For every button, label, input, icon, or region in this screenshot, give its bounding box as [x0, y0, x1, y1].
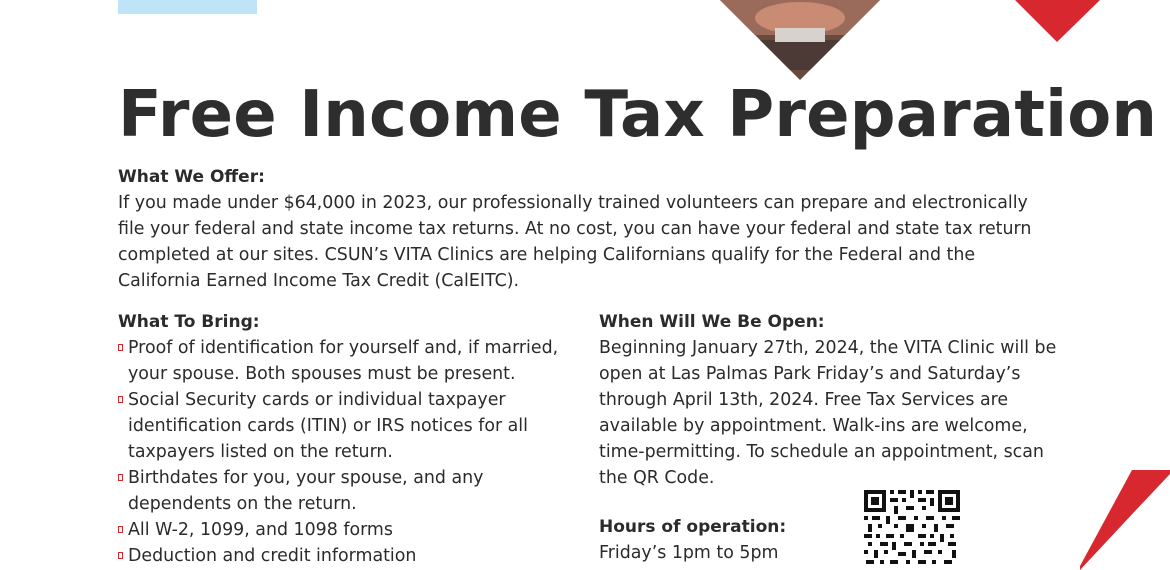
- what-we-offer-section: [118, 164, 1053, 294]
- open-body: Beginning January 27th, 2024, the VITA Clinic will be open at Las Palmas Park Friday’s and Saturday’s through April 13th, 2024. Free Tax Services are available by appointment. Walk-ins are welcome, time-permitting. To schedule an appointment, scan the QR Code.: [599, 338, 1057, 488]
- list-item: Social Security cards or individual taxpayer identification cards (ITIN) or IRS notices for all taxpayers listed on the return.: [118, 387, 578, 465]
- list-item: Deduction and credit information: [118, 543, 578, 569]
- bullet-icon: [118, 552, 123, 559]
- open-heading: When Will We Be Open:: [599, 312, 825, 332]
- what-to-bring-section: [118, 309, 578, 569]
- bring-heading: What To Bring:: [118, 312, 260, 332]
- page-title: Free Income Tax Preparation: [118, 78, 1158, 152]
- bullet-icon: [118, 474, 123, 481]
- blue-header-tab: [118, 0, 257, 14]
- bullet-icon: [118, 526, 123, 533]
- when-open-section: [599, 309, 1069, 491]
- photo-triangle: [720, 0, 880, 80]
- qr-code-icon[interactable]: [862, 488, 962, 570]
- red-triangle: [1010, 0, 1100, 42]
- offer-heading: What We Offer:: [118, 167, 265, 187]
- list-item: Proof of identification for yourself and, if married, your spouse. Both spouses must be present.: [118, 335, 578, 387]
- list-item: Birthdates for you, your spouse, and any dependents on the return.: [118, 465, 578, 517]
- list-item: All W-2, 1099, and 1098 forms: [118, 517, 578, 543]
- hours-line: Friday’s 1pm to 5pm: [599, 543, 779, 563]
- hours-heading: Hours of operation:: [599, 517, 787, 537]
- red-corner-stripe: [1080, 470, 1170, 570]
- offer-body: If you made under $64,000 in 2023, our professionally trained volunteers can prepare and electronically file your federal and state income tax returns. At no cost, you can have your federal and state tax return completed at our sites. CSUN’s VITA Clinics are helping Californians qualify for the Federal and the California Earned Income Tax Credit (CalEITC).: [118, 193, 1032, 291]
- bring-list: [118, 335, 578, 569]
- bullet-icon: [118, 344, 123, 351]
- hours-section: [599, 514, 859, 566]
- bullet-icon: [118, 396, 123, 403]
